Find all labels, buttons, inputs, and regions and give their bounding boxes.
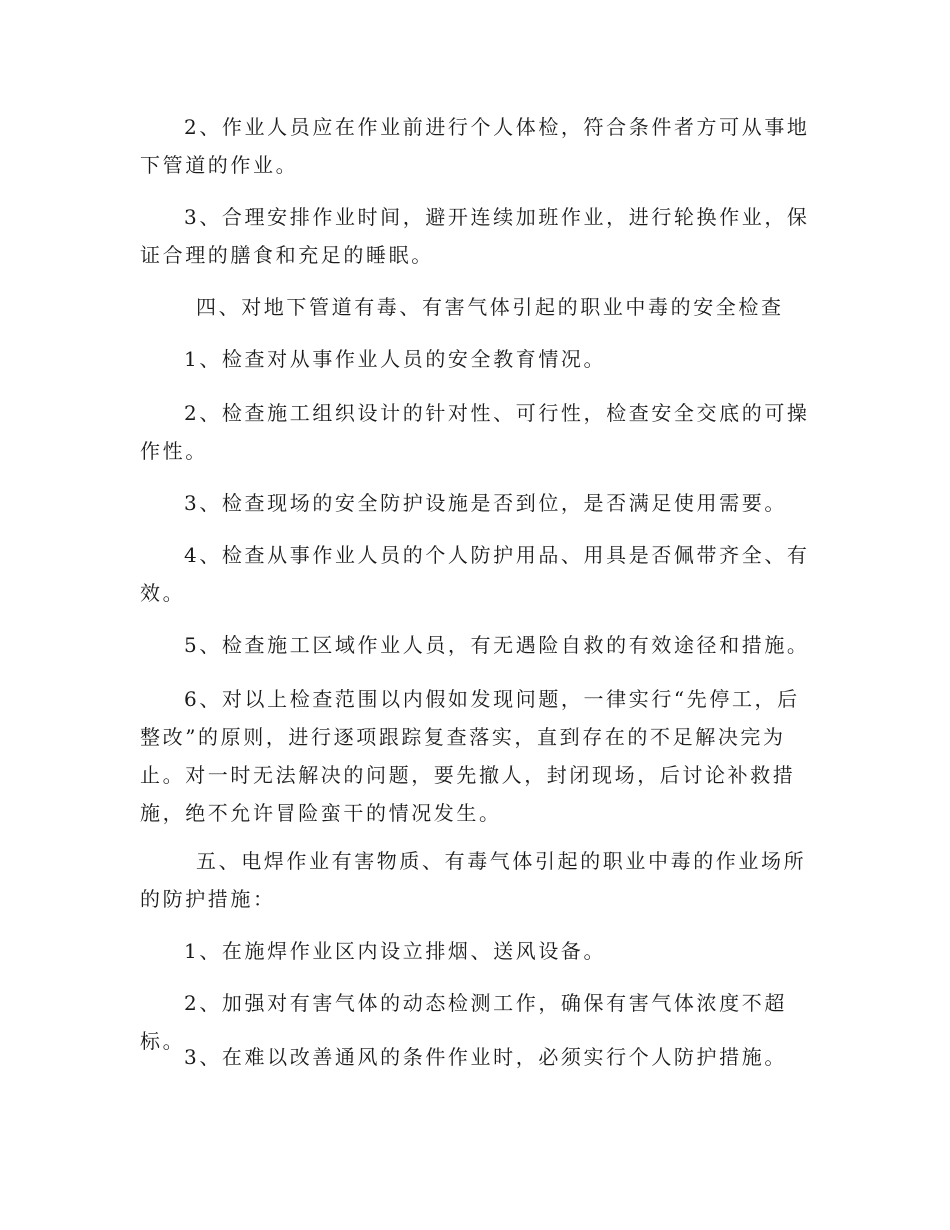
section-heading-4-safety-inspection: 四、对地下管道有毒、有害气体引起的职业中毒的安全检查	[196, 295, 784, 319]
paragraph-check-2-design: 2、检查施工组织设计的针对性、可行性，检查安全交底的可操作性。	[140, 401, 810, 463]
paragraph-check-5-rescue: 5、检查施工区域作业人员，有无遇险自救的有效途径和措施。	[184, 633, 810, 657]
paragraph-welding-1-ventilation: 1、在施焊作业区内设立排烟、送风设备。	[184, 939, 607, 963]
paragraph-check-6-rectification: 6、对以上检查范围以内假如发现问题，一律实行“先停工，后整改”的原则，进行逐项跟踪复查落实，直到存在的不足解决完为止。对一时无法解决的问题，要先撤人，封闭现场，后讨论补救措施，绝不允许冒险蛮干的情况发生。	[140, 687, 800, 825]
paragraph-item-3-work-schedule: 3、合理安排作业时间，避开连续加班作业，进行轮换作业，保证合理的膳食和充足的睡眠。	[140, 205, 810, 267]
paragraph-check-4-equipment: 4、检查从事作业人员的个人防护用品、用具是否佩带齐全、有效。	[140, 543, 810, 605]
paragraph-welding-2-monitoring: 2、加强对有害气体的动态检测工作，确保有害气体浓度不超标。	[140, 991, 787, 1053]
section-heading-5-welding-protection: 五、电焊作业有害物质、有毒气体引起的职业中毒的作业场所的防护措施：	[140, 849, 807, 911]
paragraph-check-3-protection: 3、检查现场的安全防护设施是否到位，是否满足使用需要。	[184, 491, 787, 515]
paragraph-check-1-education: 1、检查对从事作业人员的安全教育情况。	[184, 347, 607, 371]
paragraph-item-2-health-check: 2、作业人员应在作业前进行个人体检，符合条件者方可从事地下管道的作业。	[140, 115, 810, 177]
paragraph-welding-3-personal-protection: 3、在难以改善通风的条件作业时，必须实行个人防护措施。	[184, 1045, 787, 1069]
